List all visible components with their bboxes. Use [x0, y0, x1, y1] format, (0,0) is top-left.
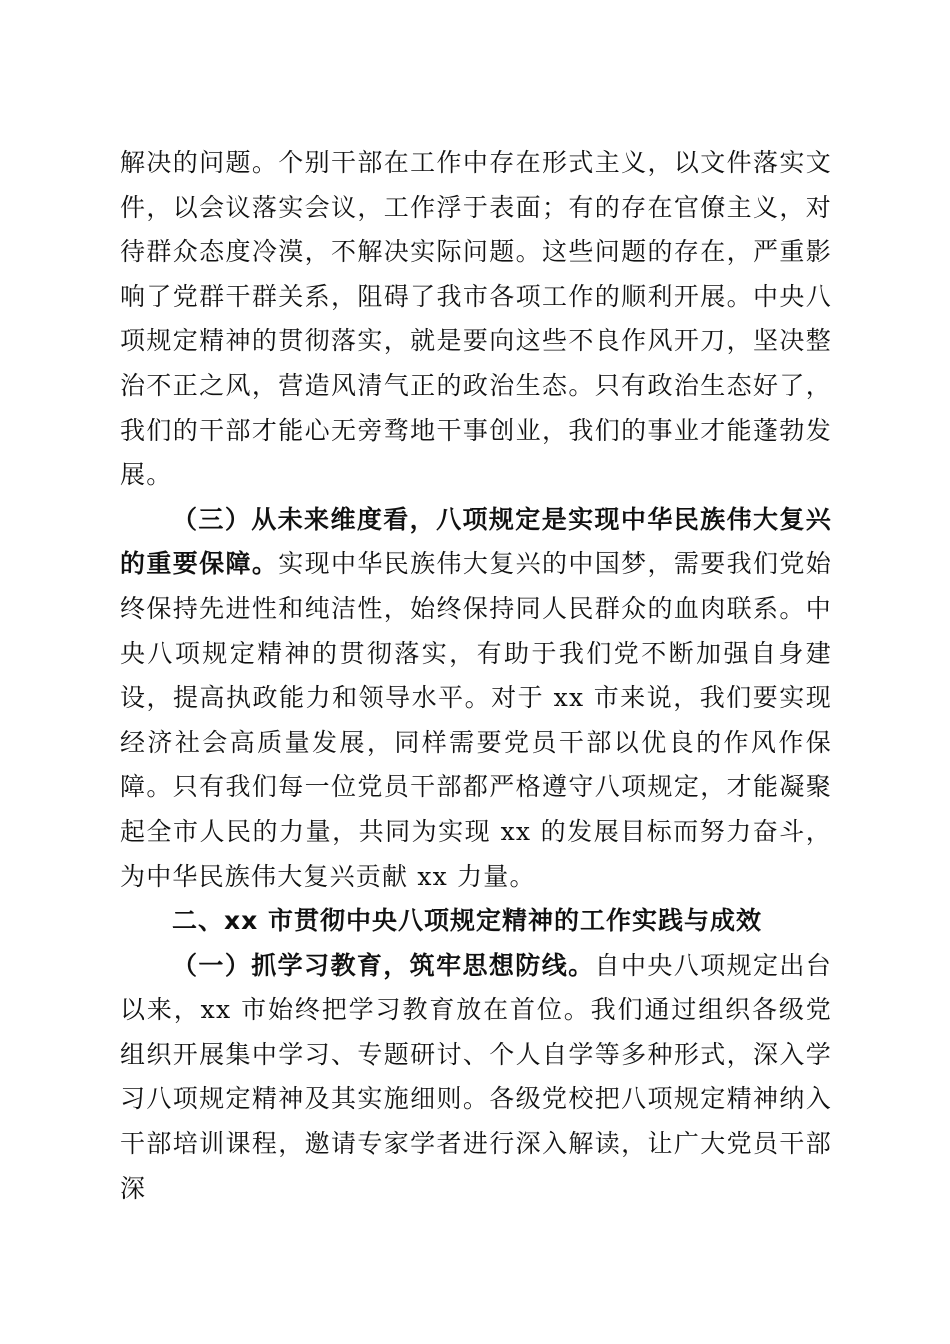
document-page: [120, 141, 832, 1211]
body-paragraph-2: [120, 498, 832, 899]
body-paragraph-3: [120, 944, 832, 1212]
section-lead-1: （一）抓学习教育，筑牢思想防线。: [172, 950, 595, 980]
paragraph-2-body: 实现中华民族伟大复兴的中国梦，需要我们党始终保持先进性和纯洁性，始终保持同人民群众的血肉联系。中央八项规定精神的贯彻落实，有助于我们党不断加强自身建设，提高执政能力和领导水平。对于 xx 市来说，我们要实现经济社会高质量发展，同样需要党员干部以优良的作风作保障。只有我们每一位党员干部都严格遵守八项规定，才能凝聚起全市人民的力量，共同为实现 xx 的发展目标而努力奋斗，为中华民族伟大复兴贡献 xx 力量。: [120, 549, 833, 891]
paragraph-3-body: 自中央八项规定出台以来，xx 市始终把学习教育放在首位。我们通过组织各级党组织开展集中学习、专题研讨、个人自学等多种形式，深入学习八项规定精神及其实施细则。各级党校把八项规定精神纳入干部培训课程，邀请专家学者进行深入解读，让广大党员干部深: [120, 950, 832, 1203]
body-paragraph-1: 解决的问题。个别干部在工作中存在形式主义，以文件落实文件，以会议落实会议，工作浮于表面；有的存在官僚主义，对待群众态度冷漠，不解决实际问题。这些问题的存在，严重影响了党群干群关系，阻碍了我市各项工作的顺利开展。中央八项规定精神的贯彻落实，就是要向这些不良作风开刀，坚决整治不正之风，营造风清气正的政治生态。只有政治生态好了，我们的干部才能心无旁骛地干事创业，我们的事业才能蓬勃发展。: [120, 148, 832, 490]
section-heading-2: 二、xx 市贯彻中央八项规定精神的工作实践与成效: [172, 906, 762, 936]
section-lead-3: （三）从未来维度看，八项规定是实现中华民族伟大复兴的重要保障。: [120, 504, 832, 579]
